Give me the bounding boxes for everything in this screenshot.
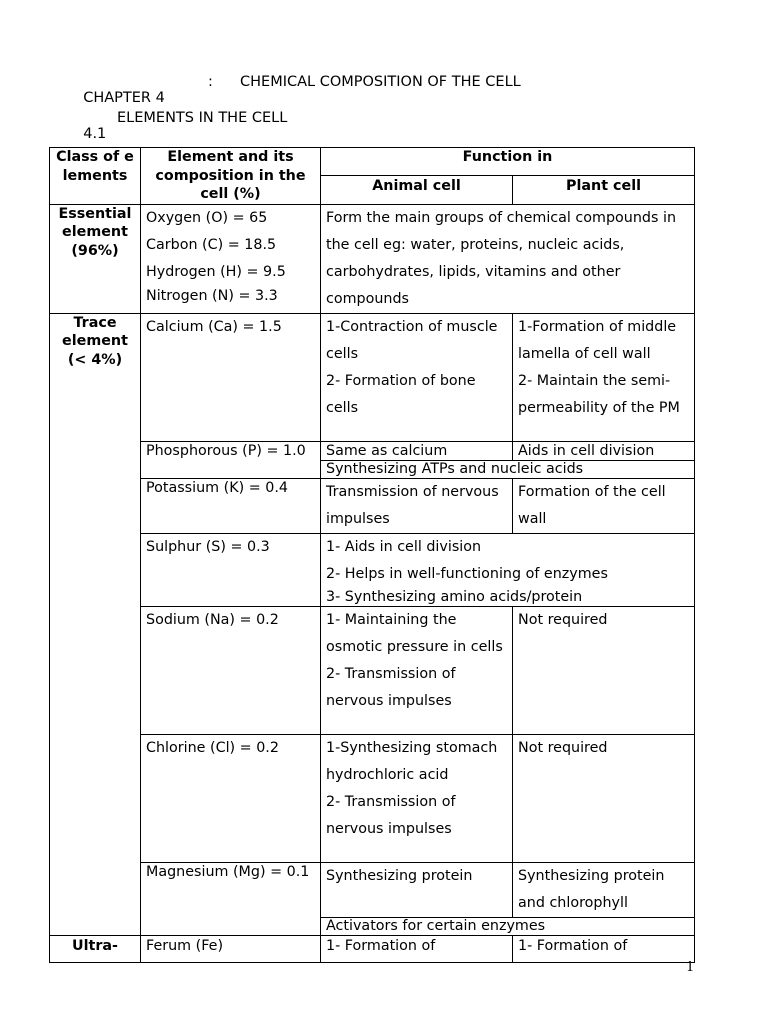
class-essential: Essential element (96%): [50, 204, 141, 313]
element-nitrogen: Nitrogen (N) = 3.3: [146, 287, 278, 304]
sulphur-function-1: 1- Aids in cell division: [326, 538, 482, 555]
header-class: Class of elements: [50, 148, 141, 205]
page-number: 1: [686, 960, 695, 975]
magnesium-both: Activators for certain enzymes: [321, 917, 695, 935]
magnesium-animal: Synthesizing protein: [321, 862, 513, 917]
element-chlorine: Chlorine (Cl) = 0.2: [141, 734, 321, 862]
chlorine-animal-1: 1-Synthesizing stomach hydrochloric acid: [326, 739, 498, 783]
table-row-calcium: [50, 313, 695, 441]
calcium-plant-2: 2- Maintain the semi-permeability of the PM: [518, 372, 680, 416]
header-animal: Animal cell: [321, 176, 513, 204]
sodium-animal-1: 1- Maintaining the osmotic pressure in cells: [326, 611, 503, 655]
phosphorous-animal: Same as calcium: [321, 441, 513, 460]
chlorine-animal-2: 2- Transmission of nervous impulses: [326, 793, 456, 837]
chapter-colon: :: [208, 74, 213, 90]
table-row-ultra: [50, 935, 695, 962]
table-row-potassium: [50, 478, 695, 533]
sulphur-function-3: 3- Synthesizing amino acids/protein: [326, 588, 583, 605]
chapter-label: CHAPTER 4: [83, 90, 165, 106]
header-element: Element and its composition in the cell (%): [141, 148, 321, 205]
element-oxygen: Oxygen (O) = 65: [146, 209, 268, 226]
element-magnesium: Magnesium (Mg) = 0.1: [141, 862, 321, 935]
header-function: Function in: [321, 148, 695, 176]
calcium-animal-2: 2- Formation of bone cells: [326, 372, 476, 416]
elements-table: [49, 147, 695, 963]
table-row-sodium: [50, 606, 695, 734]
phosphorous-plant: Aids in cell division: [513, 441, 695, 460]
phosphorous-both: Synthesizing ATPs and nucleic acids: [321, 460, 695, 478]
calcium-animal-cell: [321, 313, 513, 441]
header-plant: Plant cell: [513, 176, 695, 204]
element-sulphur: Sulphur (S) = 0.3: [141, 533, 321, 606]
element-hydrogen: Hydrogen (H) = 9.5: [146, 263, 286, 280]
sulphur-function-cell: [321, 533, 695, 606]
potassium-plant: Formation of the cell wall: [513, 478, 695, 533]
sodium-animal-cell: [321, 606, 513, 734]
table-row-phosphorous: [50, 441, 695, 460]
element-phosphorous: Phosphorous (P) = 1.0: [141, 441, 321, 478]
chlorine-plant: Not required: [513, 734, 695, 862]
table-row-chlorine: [50, 734, 695, 862]
element-potassium: Potassium (K) = 0.4: [141, 478, 321, 533]
sulphur-function-2: 2- Helps in well-functioning of enzymes: [326, 565, 608, 582]
essential-function: Form the main groups of chemical compounds in the cell eg: water, proteins, nucleic acids, carbohydrates, lipids, vitamins and other compounds: [321, 204, 695, 313]
section-number: 4.1: [83, 126, 107, 142]
calcium-animal-1: 1-Contraction of muscle cells: [326, 318, 498, 362]
calcium-plant-cell: [513, 313, 695, 441]
class-trace: Trace element (< 4%): [50, 313, 141, 935]
section-title: ELEMENTS IN THE CELL: [117, 110, 288, 126]
sodium-plant: Not required: [513, 606, 695, 734]
table-row-essential: [50, 204, 695, 313]
calcium-plant-1: 1-Formation of middle lamella of cell wall: [518, 318, 677, 362]
potassium-animal: Transmission of nervous impulses: [321, 478, 513, 533]
table-header-row: [50, 148, 695, 176]
element-calcium: Calcium (Ca) = 1.5: [141, 313, 321, 441]
table-row-magnesium: [50, 862, 695, 917]
chapter-title: CHEMICAL COMPOSITION OF THE CELL: [240, 74, 521, 90]
ferum-plant: 1- Formation of: [513, 935, 695, 962]
element-ferum: Ferum (Fe): [141, 935, 321, 962]
chlorine-animal-cell: [321, 734, 513, 862]
element-sodium: Sodium (Na) = 0.2: [141, 606, 321, 734]
class-ultra: Ultra-: [50, 935, 141, 962]
essential-elements-cell: [141, 204, 321, 313]
sodium-animal-2: 2- Transmission of nervous impulses: [326, 665, 456, 709]
table-row-sulphur: [50, 533, 695, 606]
magnesium-plant: Synthesizing protein and chlorophyll: [513, 862, 695, 917]
element-carbon: Carbon (C) = 18.5: [146, 236, 277, 253]
ferum-animal: 1- Formation of: [321, 935, 513, 962]
